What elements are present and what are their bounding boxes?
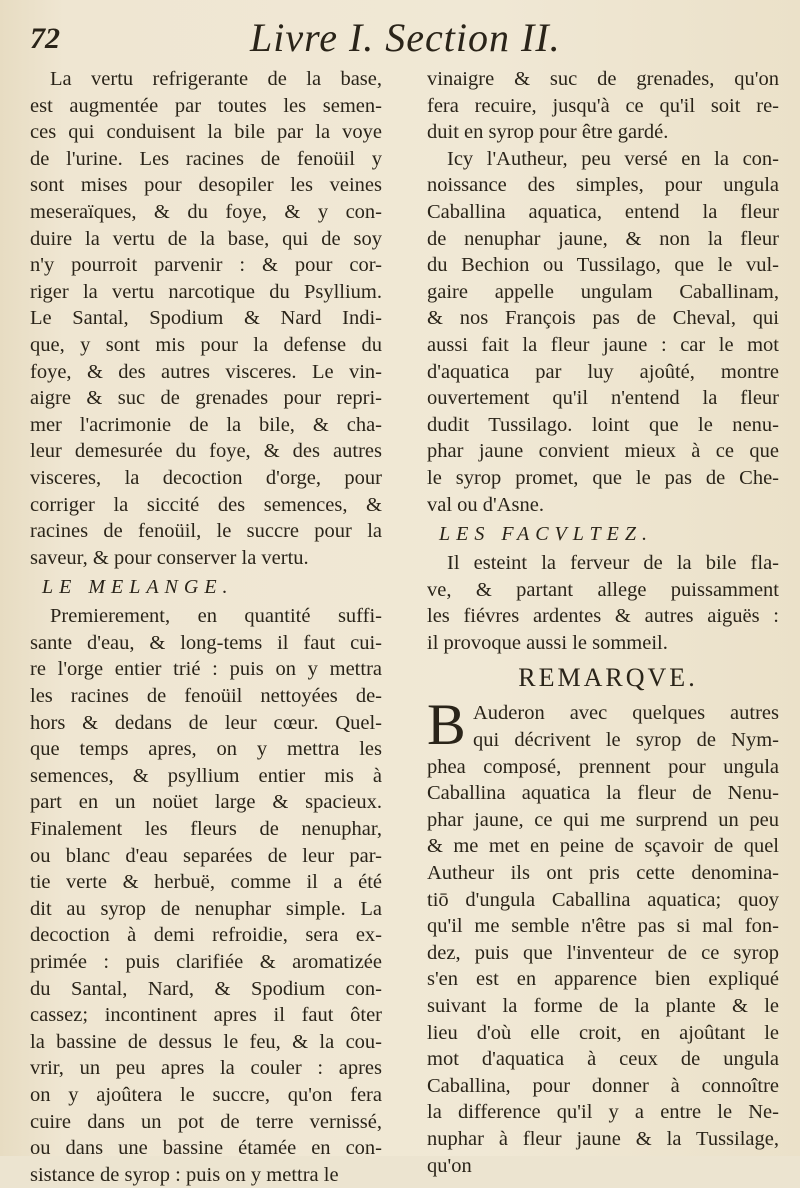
text-line: meseraïques, & du foye, & y con-	[30, 200, 382, 223]
heading-les-facultez: LES FACVLTEZ.	[439, 523, 653, 546]
text-line: dez, puis que l'inventeur de ce syrop	[427, 941, 779, 964]
text-line: Le Santal, Spodium & Nard Indi-	[30, 307, 382, 330]
text-line: foye, & des autres visceres. Le vin-	[30, 360, 382, 383]
text-line: leur demesurée du foye, & des autres	[30, 440, 382, 463]
text-line: fera recuire, jusqu'à ce qu'il soit re-	[427, 94, 779, 117]
text-line: mot d'aquatica à ceux de ungula	[427, 1048, 779, 1071]
text-line: duire la vertu de la base, qui de soy	[30, 227, 382, 250]
text-line: Il esteint la ferveur de la bile fla-	[447, 552, 779, 575]
page-number: 72	[30, 22, 60, 55]
running-title: Livre I. Section II.	[250, 15, 561, 60]
text-line: que, y sont mis pour la defense du	[30, 333, 382, 356]
text-line: dit au syrop de nenuphar simple. La	[30, 897, 382, 920]
heading-remarque: REMARQVE.	[518, 663, 698, 693]
text-line: La vertu refrigerante de la base,	[50, 68, 382, 90]
text-line: semences, & psyllium entier mis à	[30, 764, 382, 787]
text-line: phar jaune, ce qui me surprend un peu	[427, 808, 779, 831]
text-line: Autheur ils ont pris cette denomina-	[427, 862, 779, 885]
text-line: Caballina aquatica la fleur de Nenu-	[427, 782, 779, 805]
text-line: saveur, & pour conserver la vertu.	[30, 546, 309, 569]
text-line: il provoque aussi le sommeil.	[427, 631, 668, 654]
text-line: tie verte & herbuë, comme il a été	[30, 871, 382, 894]
page-header	[30, 12, 760, 64]
text-line: sistance de syrop : puis on y mettra le	[30, 1163, 339, 1186]
paragraph-facultez	[427, 550, 779, 656]
text-line: part en un noüet large & spacieux.	[30, 791, 382, 814]
text-line: & me met en peine de sçavoir de quel	[427, 835, 779, 858]
text-line: racines de fenoüil, le succre pour la	[30, 520, 382, 543]
text-line: visceres, la decoction d'orge, pour	[30, 466, 382, 489]
text-line: Icy l'Autheur, peu versé en la con-	[447, 147, 779, 170]
text-line: d'aquatica par luy ajoûté, montre	[427, 360, 779, 383]
text-line: ou dans une bassine étamée en con-	[30, 1137, 382, 1160]
text-line: decoction à demi refroidie, sera ex-	[30, 924, 382, 947]
text-line: Caballina, pour donner à connoître	[427, 1074, 779, 1097]
text-line: phea composé, prennent pour ungula	[427, 755, 779, 778]
text-line: mer l'acrimonie de la bile, & cha-	[30, 413, 382, 436]
text-line: ouvertement qu'il n'entend la fleur	[427, 387, 779, 410]
text-line: val ou d'Asne.	[427, 493, 544, 516]
text-line: duit en syrop pour être gardé.	[427, 121, 669, 144]
text-line: de l'urine. Les racines de fenoüil y	[30, 147, 382, 170]
drop-cap-letter: B	[427, 692, 466, 758]
text-line: Premierement, en quantité suffi-	[50, 605, 382, 628]
text-line: lieu d'où elle croit, en ajoûtant le	[427, 1021, 779, 1044]
text-line: hors & dedans de leur cœur. Quel-	[30, 711, 382, 734]
text-line: aussi fait la fleur jaune : car le mot	[427, 333, 779, 356]
text-line: qui décrivent le syrop de Nym-	[473, 729, 779, 752]
heading-le-melange: LE MELANGE.	[42, 576, 234, 599]
text-line: Finalement les fleurs de nenuphar,	[30, 818, 382, 841]
text-line: les racines de fenoüil nettoyées de-	[30, 685, 382, 708]
text-line: que temps apres, on y mettra les	[30, 738, 382, 761]
text-line: cassez; incontinent apres il faut ôter	[30, 1004, 382, 1027]
text-line: re l'orge entier trié : puis on y mettra	[30, 658, 382, 681]
text-line: s'en est en apparence bien expliqué	[427, 968, 779, 991]
text-line: primée : puis clarifiée & aromatizée	[30, 951, 382, 973]
paragraph-autheur	[427, 146, 779, 518]
text-line: n'y pourroit parvenir : & pour cor-	[30, 254, 382, 277]
right-column	[427, 66, 779, 1179]
text-line: ou blanc d'eau separées de leur par-	[30, 844, 382, 867]
text-line: tiō d'ungula Caballina aquatica; quoy	[427, 888, 779, 911]
text-line: dudit Tussilago. loint que le nenu-	[427, 413, 779, 436]
text-line: qu'on	[427, 1154, 472, 1177]
text-line: riger la vertu narcotique du Psyllium.	[30, 280, 382, 303]
text-line: sont mises pour desopiler les veines	[30, 174, 382, 197]
paragraph-remarque	[427, 692, 779, 1179]
text-line: on y ajoûtera le succre, qu'on fera	[30, 1083, 382, 1106]
text-line: cuire dans un pot de terre vernissé,	[30, 1110, 382, 1133]
text-line: suivant la forme de la plante & le	[427, 995, 779, 1017]
text-line: ces qui conduisent la bile par la voye	[30, 121, 382, 144]
text-line: de nenuphar jaune, & non la fleur	[427, 227, 779, 250]
text-line: & nos François pas de Cheval, qui	[427, 307, 779, 330]
text-line: du Bechion ou Tussilago, que le vul-	[427, 254, 779, 277]
paragraph-vinaigre	[427, 66, 779, 146]
text-line: Caballina aquatica, entend la fleur	[427, 200, 779, 223]
text-line: noissance des simples, pour ungula	[427, 174, 779, 197]
text-line: gaire appelle ungulam Caballinam,	[427, 280, 779, 303]
text-line: ve, & partant allege puissamment	[427, 578, 779, 601]
text-line: phar jaune convient mieux à ce que	[427, 440, 779, 463]
paragraph-vertu	[30, 66, 382, 571]
text-line: corriger la siccité des semences, &	[30, 493, 382, 516]
paragraph-melange	[30, 603, 382, 1188]
left-column	[30, 66, 382, 1188]
text-line: les fiévres ardentes & autres aiguës :	[427, 605, 779, 628]
text-line: aigre & suc de grenades pour repri-	[30, 387, 382, 410]
text-line: le syrop promet, que le pas de Che-	[427, 466, 779, 489]
text-line: vrir, un peu apres la couler : apres	[30, 1057, 382, 1080]
text-line: nuphar à fleur jaune & la Tussilage,	[427, 1127, 779, 1150]
text-line: qu'il me semble n'être pas si mal fon-	[427, 915, 779, 938]
text-line: sante d'eau, & long-tems il faut cui-	[30, 631, 382, 654]
text-line: est augmentée par toutes les semen-	[30, 94, 382, 117]
text-line: la difference qu'il y a entre le Ne-	[427, 1101, 779, 1124]
text-line: vinaigre & suc de grenades, qu'on	[427, 68, 779, 90]
text-line: Auderon avec quelques autres	[473, 702, 779, 725]
text-line: du Santal, Nard, & Spodium con-	[30, 977, 382, 1000]
text-line: la bassine de dessus le feu, & la cou-	[30, 1030, 382, 1053]
